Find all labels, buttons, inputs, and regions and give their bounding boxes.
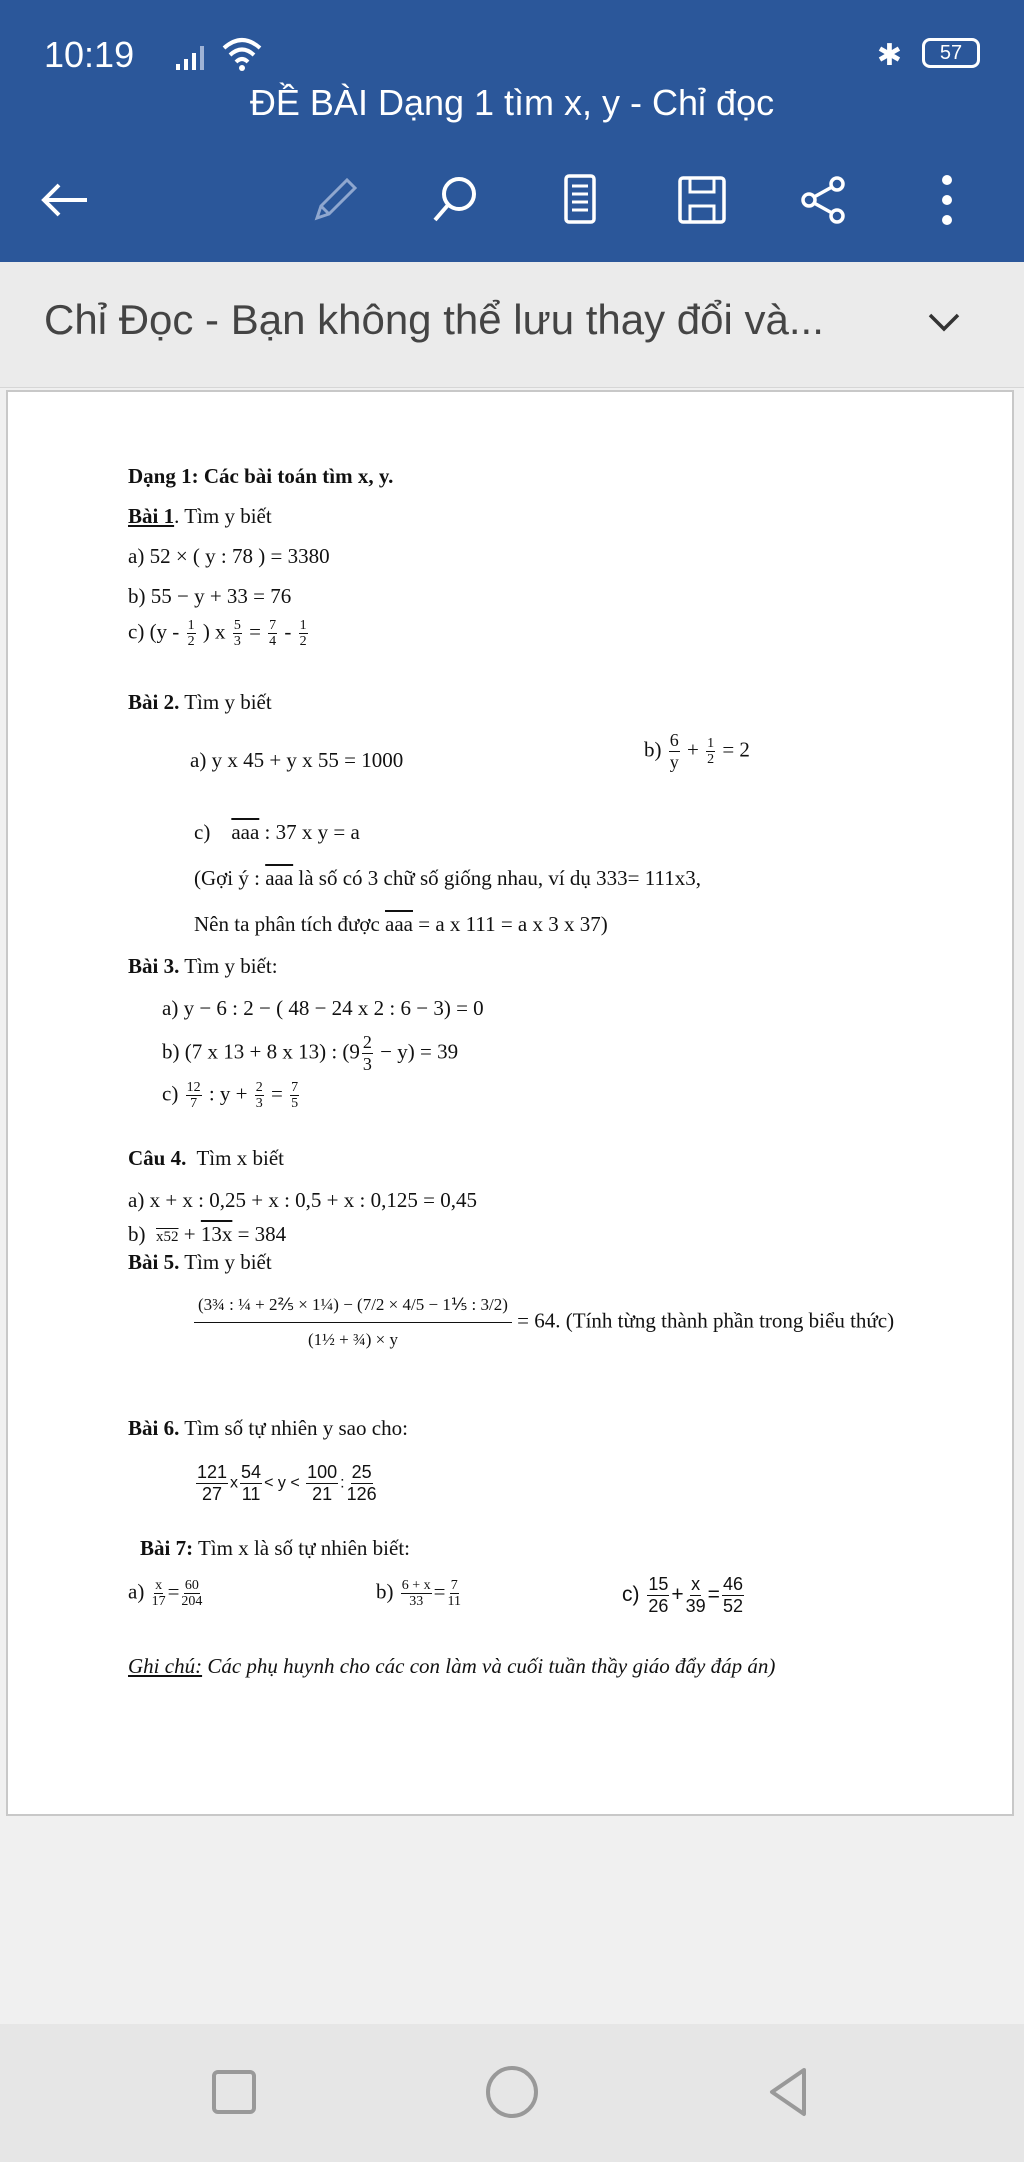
b1-c: c) (y - $\frac{1}{2}$ ) x $\frac{5}{3}$ = $\frac{7}{4}$ - $\frac{1}{2}$ xyxy=(128,618,307,649)
b3-b: b) (7 x 13 + 8 x 13) : (9 $\frac{2}{3}$ − y) = 39 xyxy=(162,1032,459,1074)
b2-c: c) $\overline{aaa}$ : 37 x y = a xyxy=(194,820,360,844)
document-page xyxy=(6,390,1014,1816)
b2-title: Bài 2. Tìm y biết xyxy=(128,690,272,714)
b2-a: a) y x 45 + y x 55 = 1000 xyxy=(190,748,404,772)
b6-title: Bài 6. Tìm số tự nhiên y sao cho: xyxy=(128,1416,408,1440)
search-button[interactable] xyxy=(420,165,490,235)
wifi-icon xyxy=(222,36,262,72)
battery-icon: 57 xyxy=(922,38,980,68)
c4-b: b) x52 + 13x = 384 xyxy=(128,1222,287,1246)
b2-hint-2: Nên ta phân tích được $\overline{aaa} = a$ x 111 = a x 3 x 37) xyxy=(194,912,608,936)
c4-a: a) x + x : 0,25 + x : 0,5 + x : 0,125 = 0,45 xyxy=(128,1188,477,1212)
toolbar xyxy=(0,165,1024,235)
b5-result: = 64. (Tính từng thành phần trong biểu thức) xyxy=(517,1308,895,1333)
system-nav-bar xyxy=(0,2024,1024,2162)
status-time: 10:19 xyxy=(44,34,135,75)
reading-view-button[interactable] xyxy=(545,165,615,235)
back-arrow-icon xyxy=(37,172,93,228)
document-title: ĐỀ BÀI Dạng 1 tìm x, y - Chỉ đọc xyxy=(249,82,775,123)
pencil-icon xyxy=(307,172,363,228)
b7-title: Bài 7: Tìm x là số tự nhiên biết: xyxy=(140,1536,410,1560)
reading-view-icon xyxy=(552,172,608,228)
b2-hint-1: (Gợi ý : $\overline{aaa}$ là số có 3 chữ số giống nhau, ví dụ 333= 111x3, xyxy=(194,866,701,890)
share-button[interactable] xyxy=(788,165,858,235)
bluetooth-icon: ✱ xyxy=(876,39,902,72)
b1-title: Bài 1. Tìm y biết xyxy=(128,504,272,528)
b2-b: b) $\frac{6}{y}$ + $\frac{1}{2}$ = 2 xyxy=(644,730,750,772)
save-button[interactable] xyxy=(667,165,737,235)
save-icon xyxy=(674,172,730,228)
b3-title: Bài 3. Tìm y biết: xyxy=(128,954,278,978)
back-button[interactable] xyxy=(30,165,100,235)
app-bar xyxy=(0,0,1024,262)
more-options-button[interactable] xyxy=(912,165,982,235)
chevron-down-icon[interactable] xyxy=(924,302,964,342)
back-nav-button[interactable] xyxy=(758,2060,822,2124)
home-button[interactable] xyxy=(480,2060,544,2124)
b5-denominator: (1½ + ¾) × y xyxy=(307,1330,398,1349)
b3-c: c) $\frac{12}{7}$ : y + $\frac{2}{3}$ = $\frac{7}{5}$ xyxy=(162,1080,299,1111)
note: Ghi chú: Các phụ huynh cho các con làm và cuối tuần thầy giáo đẩy đáp án) xyxy=(128,1654,776,1678)
recents-button[interactable] xyxy=(202,2060,266,2124)
b3-a: a) y − 6 : 2 − ( 48 − 24 x 2 : 6 − 3) = 0 xyxy=(162,996,484,1020)
b7-c: c) $\frac{15}{26}$ + $\frac{x}{39}$ = $\frac{46}{52}$ xyxy=(622,1574,743,1616)
search-icon xyxy=(427,172,483,228)
b5-title: Bài 5. Tìm y biết xyxy=(128,1250,272,1274)
b5-numerator: (3¾ : ¼ + 2⅖ × 1¼) − (7/2 × 4/5 − 1⅕ : 3/2) xyxy=(194,1288,512,1323)
b7-b: b) $\frac{6 + x}{33}$ = $\frac{7}{11}$ xyxy=(376,1578,461,1609)
section-heading: Dạng 1: Các bài toán tìm x, y. xyxy=(128,464,394,488)
share-icon xyxy=(795,172,851,228)
b1-b: b) 55 − y + 33 = 76 xyxy=(128,584,292,608)
signal-icon xyxy=(176,46,206,70)
c4-title: Câu 4. Tìm x biết xyxy=(128,1146,284,1170)
edit-button[interactable] xyxy=(300,165,370,235)
status-bar xyxy=(44,30,980,80)
b7-a: a) $\frac{x}{17}$ = $\frac{60}{204}$ xyxy=(128,1578,203,1609)
b1-a: a) 52 × ( y : 78 ) = 3380 xyxy=(128,544,330,568)
more-vertical-icon xyxy=(919,172,975,228)
b5-expression xyxy=(194,1288,894,1357)
b6-expression: $\frac{121}{27}$ x $\frac{54}{11}$ < y < $\frac{100}{21}$ : $\frac{25}{126}$ xyxy=(197,1462,377,1504)
read-only-message: Chỉ Đọc - Bạn không thể lưu thay đổi và... xyxy=(44,296,824,343)
read-only-banner[interactable] xyxy=(0,262,1024,388)
